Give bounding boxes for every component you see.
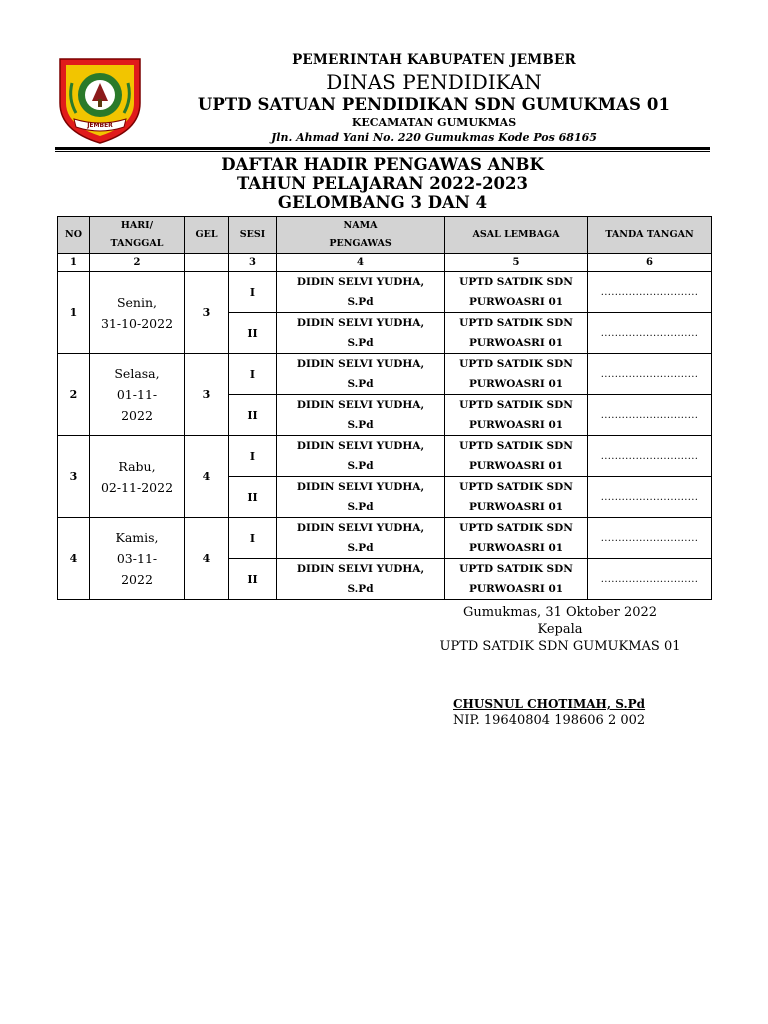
session: II	[229, 477, 277, 518]
index-cell: 3	[229, 254, 277, 272]
session: II	[229, 395, 277, 436]
letterhead-agency: DINAS PENDIDIKAN	[326, 70, 542, 94]
signature-field: ............................	[588, 395, 712, 436]
session: II	[229, 559, 277, 600]
title-line-3: GELOMBANG 3 DAN 4	[277, 193, 488, 212]
letterhead-address: Jln. Ahmad Yani No. 220 Gumukmas Kode Pos 68165	[271, 131, 597, 144]
gelombang: 3	[185, 354, 229, 436]
session: I	[229, 436, 277, 477]
day-date: Kamis, 03-11- 2022	[90, 518, 185, 600]
signer-role: Kepala	[537, 622, 583, 637]
day-date: Rabu, 02-11-2022	[90, 436, 185, 518]
index-cell: 1	[58, 254, 90, 272]
day-date: Senin, 31-10-2022	[90, 272, 185, 354]
index-cell	[185, 254, 229, 272]
letterhead	[160, 52, 708, 145]
signature-field: ............................	[588, 272, 712, 313]
session: I	[229, 354, 277, 395]
signature-field: ............................	[588, 436, 712, 477]
header-no: NO	[58, 217, 90, 254]
place-date: Gumukmas, 31 Oktober 2022	[462, 605, 658, 620]
letterhead-divider-thick	[55, 147, 710, 150]
institution: UPTD SATDIK SDN PURWOASRI 01	[445, 436, 588, 477]
signer-nip: NIP. 19640804 198606 2 002	[453, 713, 646, 728]
row-number: 4	[58, 518, 90, 600]
letterhead-school: UPTD SATUAN PENDIDIKAN SDN GUMUKMAS 01	[197, 95, 671, 114]
session: I	[229, 518, 277, 559]
signer-name: CHUSNUL CHOTIMAH, S.Pd	[453, 697, 646, 711]
institution: UPTD SATDIK SDN PURWOASRI 01	[445, 313, 588, 354]
signature-block	[420, 604, 700, 655]
row-number: 3	[58, 436, 90, 518]
signature-field: ............................	[588, 354, 712, 395]
letterhead-government: PEMERINTAH KABUPATEN JEMBER	[292, 52, 576, 68]
supervisor-name: DIDIN SELVI YUDHA, S.Pd	[277, 477, 445, 518]
supervisor-name: DIDIN SELVI YUDHA, S.Pd	[277, 313, 445, 354]
institution: UPTD SATDIK SDN PURWOASRI 01	[445, 518, 588, 559]
session: I	[229, 272, 277, 313]
institution: UPTD SATDIK SDN PURWOASRI 01	[445, 477, 588, 518]
gelombang: 3	[185, 272, 229, 354]
supervisor-name: DIDIN SELVI YUDHA, S.Pd	[277, 272, 445, 313]
signature-field: ............................	[588, 559, 712, 600]
column-index-row	[58, 254, 712, 272]
document-title	[55, 155, 710, 212]
index-cell: 6	[588, 254, 712, 272]
supervisor-name: DIDIN SELVI YUDHA, S.Pd	[277, 518, 445, 559]
table-row	[58, 436, 712, 477]
table-row	[58, 518, 712, 559]
logo-text: JEMBER	[87, 122, 113, 129]
institution: UPTD SATDIK SDN PURWOASRI 01	[445, 559, 588, 600]
title-line-2: TAHUN PELAJARAN 2022-2023	[236, 174, 528, 193]
attendance-table	[57, 216, 712, 600]
header-tanda-tangan: TANDA TANGAN	[588, 217, 712, 254]
header-gel: GEL	[185, 217, 229, 254]
institution: UPTD SATDIK SDN PURWOASRI 01	[445, 395, 588, 436]
supervisor-name: DIDIN SELVI YUDHA, S.Pd	[277, 436, 445, 477]
table-header-row	[58, 217, 712, 254]
index-cell: 5	[445, 254, 588, 272]
signature-field: ............................	[588, 313, 712, 354]
institution: UPTD SATDIK SDN PURWOASRI 01	[445, 272, 588, 313]
day-date: Selasa, 01-11- 2022	[90, 354, 185, 436]
signature-field: ............................	[588, 477, 712, 518]
title-line-1: DAFTAR HADIR PENGAWAS ANBK	[221, 155, 544, 174]
signature-field: ............................	[588, 518, 712, 559]
index-cell: 4	[277, 254, 445, 272]
header-asal-lembaga: ASAL LEMBAGA	[445, 217, 588, 254]
row-number: 2	[58, 354, 90, 436]
letterhead-district: KECAMATAN GUMUKMAS	[351, 116, 517, 129]
gelombang: 4	[185, 436, 229, 518]
supervisor-name: DIDIN SELVI YUDHA, S.Pd	[277, 395, 445, 436]
index-cell: 2	[90, 254, 185, 272]
header-nama-pengawas: NAMA PENGAWAS	[277, 217, 445, 254]
letterhead-divider-thin	[55, 151, 710, 152]
signer-institution: UPTD SATDIK SDN GUMUKMAS 01	[439, 639, 681, 654]
header-sesi: SESI	[229, 217, 277, 254]
table-row	[58, 272, 712, 313]
table-row	[58, 354, 712, 395]
gelombang: 4	[185, 518, 229, 600]
supervisor-name: DIDIN SELVI YUDHA, S.Pd	[277, 559, 445, 600]
session: II	[229, 313, 277, 354]
header-hari-tanggal: HARI/ TANGGAL	[90, 217, 185, 254]
supervisor-name: DIDIN SELVI YUDHA, S.Pd	[277, 354, 445, 395]
institution: UPTD SATDIK SDN PURWOASRI 01	[445, 354, 588, 395]
row-number: 1	[58, 272, 90, 354]
jember-regency-logo-icon	[52, 53, 148, 145]
